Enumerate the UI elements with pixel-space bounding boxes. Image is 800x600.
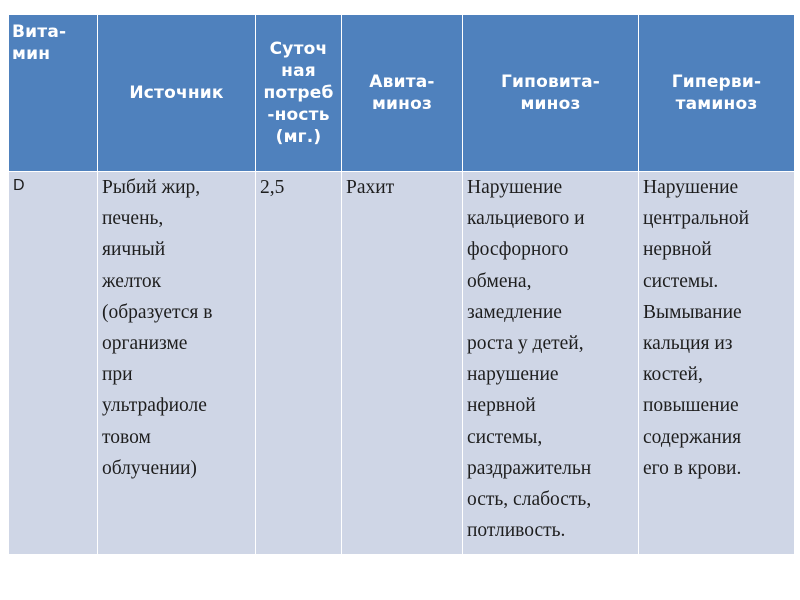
table-row xyxy=(9,172,795,555)
header-source: Источник xyxy=(98,15,256,172)
cell-vitamin: D xyxy=(9,172,98,555)
header-daily-need: Суточ ная потреб -ность (мг.) xyxy=(256,15,342,172)
cell-hypervitaminosis: Нарушение центральной нервной системы. Вымывание кальция из костей, повышение содержания его в крови. xyxy=(639,172,795,555)
vitamin-table xyxy=(8,14,795,555)
cell-daily-need: 2,5 xyxy=(256,172,342,555)
table-header-row xyxy=(9,15,795,172)
cell-hypovitaminosis: Нарушение кальциевого и фосфорного обмена, замедление роста у детей, нарушение нервной системы, раздражительн ость, слабость, потливость. xyxy=(463,172,639,555)
header-hypervitaminosis: Гиперви- таминоз xyxy=(639,15,795,172)
header-vitamin: Вита- мин xyxy=(9,15,98,172)
cell-source: Рыбий жир, печень, яичный желток (образуется в организме при ультрафиоле товом облучении) xyxy=(98,172,256,555)
header-hypovitaminosis: Гиповита- миноз xyxy=(463,15,639,172)
header-avitaminosis: Авита- миноз xyxy=(342,15,463,172)
cell-avitaminosis: Рахит xyxy=(342,172,463,555)
